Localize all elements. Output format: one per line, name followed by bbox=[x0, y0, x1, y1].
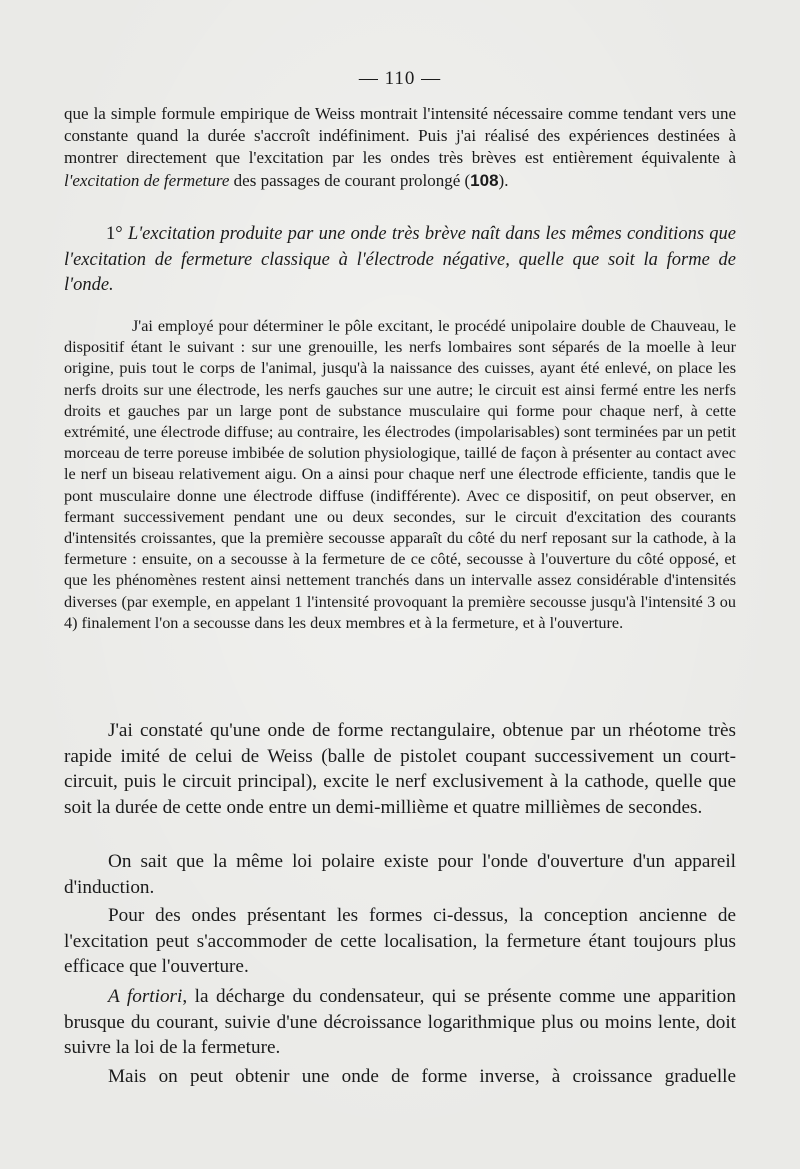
intro-text-after: ). bbox=[498, 170, 509, 190]
reference-number: 108 bbox=[470, 170, 499, 190]
condenser-text: , la décharge du condensateur, qui se présente comme une apparition brusque du courant, suivie d'une décroissance logarithmique plus ou moins lente, doit suivre la loi de la fermeture. bbox=[64, 986, 736, 1059]
intro-italic: l'excitation de fermeture bbox=[64, 170, 230, 190]
section-heading bbox=[64, 222, 736, 299]
paragraph-intro bbox=[64, 103, 736, 192]
section-heading-text: L'excitation produite par une onde très brève naît dans les mêmes conditions que l'excitation de fermeture classique à l'électrode négative, quelle que soit la forme de l'onde. bbox=[64, 224, 737, 295]
paragraph-polar-law: On sait que la même loi polaire existe pour l'onde d'ouverture d'un appareil d'induction. bbox=[64, 851, 736, 898]
section-number: 1° bbox=[106, 224, 123, 244]
intro-text-middle: des passages de courant prolongé ( bbox=[229, 170, 471, 190]
intro-text-before: que la simple formule empirique de Weiss montrait l'intensité nécessaire comme tendant vers une constante quand la durée s'accroît indéfiniment. Puis j'ai réalisé des expériences destinées à montrer directement que l'excitation par les ondes très brèves est entièrement équivalente à bbox=[64, 104, 736, 168]
paragraph-conception: Pour des ondes présentant les formes ci-dessus, la conception ancienne de l'excitation peut s'accommoder de cette localisation, la fermeture étant toujours plus efficace que l'ouverture. bbox=[64, 905, 736, 978]
paragraph-rectangular-wave: J'ai constaté qu'une onde de forme rectangulaire, obtenue par un rhéotome très rapide imité de celui de Weiss (balle de pistolet coupant successivement un court-circuit, puis le circuit principal), excite le nerf exclusivement à la cathode, quelle que soit la durée de cette onde entre un demi-millième et quatre millièmes de secondes. bbox=[64, 720, 736, 818]
page-number: — 110 — bbox=[358, 68, 442, 89]
paragraph-condenser bbox=[64, 984, 736, 1061]
a-fortiori: A fortiori bbox=[108, 986, 183, 1007]
paragraph-inverse-wave: Mais on peut obtenir une onde de forme inverse, à croissance graduelle bbox=[108, 1066, 736, 1087]
paragraph-method: J'ai employé pour déterminer le pôle excitant, le procédé unipolaire double de Chauveau, le dispositif étant le suivant : sur une grenouille, les nerfs lombaires sont séparés de la moelle à leur origine, puis tout le corps de l'animal, jusqu'à la naissance des cuisses, ayant été enlevé, on place les nerfs droits sur une électrode, les nerfs gauches sur une autre; le circuit est ainsi fermé entre les nerfs droits et gauches par un large pont de substance musculaire qui forme pour chaque nerf, à cette extrémité, une électrode diffuse; au contraire, les électrodes (impolarisables) sont terminées par un petit morceau de terre poreuse imbibée de solution physiologique, taillé de façon à présenter au contact avec le nerf un biseau relativement aigu. On a ainsi pour chaque nerf une électrode efficiente, tandis que le pont musculaire donne une électrode diffuse (indifférente). Avec ce dispositif, on peut observer, en fermant successivement pendant une ou deux secondes, sur le circuit d'excitation des courants d'intensités croissantes, que la première secousse apparaît du côté du nerf reposant sur la cathode, à la fermeture : ensuite, on a secousse à la fermeture de ce côté, secousse à l'ouverture du côté opposé, et que les phénomènes restent ainsi nettement tranchés dans un intervalle assez considérable d'intensités diverses (par exemple, en appelant 1 l'intensité provoquant la première secousse jusqu'à l'intensité 3 ou 4) finalement l'on a secousse dans les deux membres et à la fermeture, et à l'ouverture. bbox=[64, 317, 736, 632]
